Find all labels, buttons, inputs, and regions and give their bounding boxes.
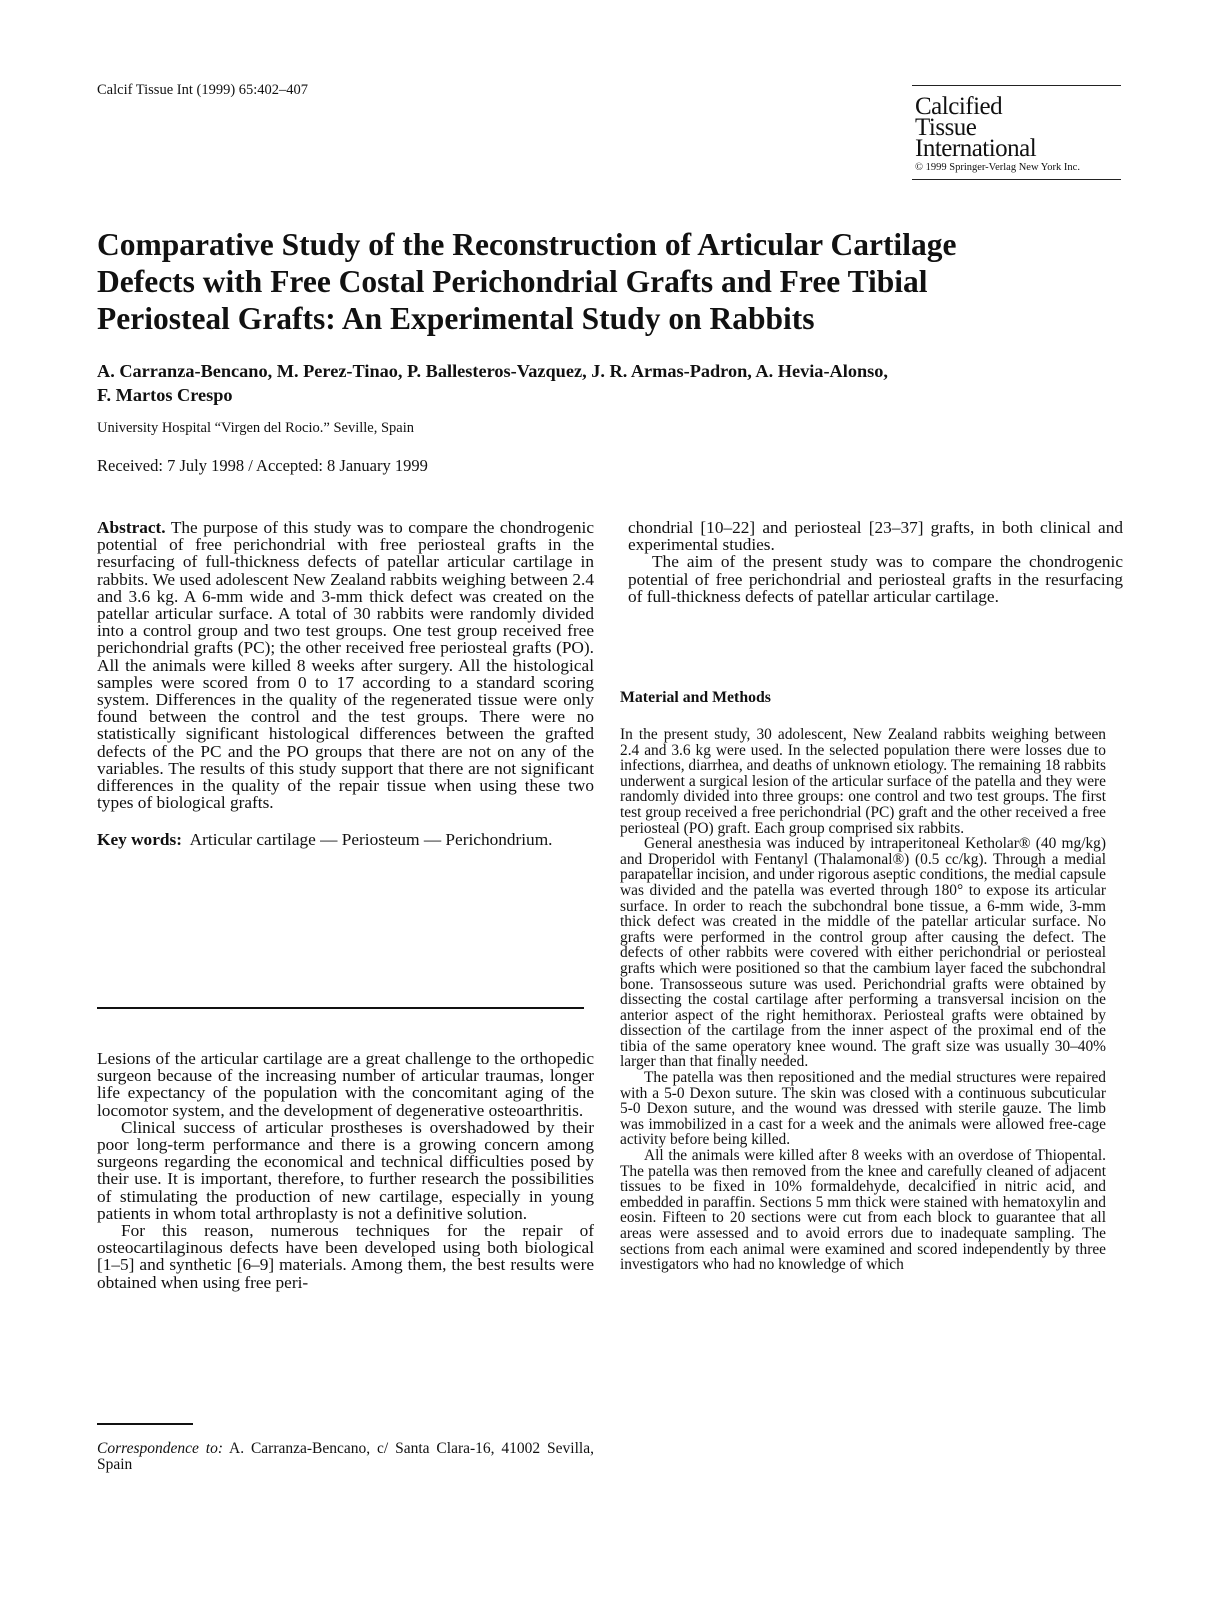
title-line-3: Periosteal Grafts: An Experimental Study on Rabbits bbox=[97, 301, 815, 336]
keywords-label: Key words: bbox=[97, 830, 182, 850]
methods-paragraph-2: General anesthesia was induced by intraperitoneal Ketholar® (40 mg/kg) and Droperidol with Fentanyl (Thalamonal®) (0.5 cc/kg). Through a medial parapatellar incision, and under rigorous aseptic conditions, the medial capsule was divided and the patella was everted through 180° to expose its articular surface. In order to reach the subchondral bone tissue, a 6-mm wide, 3-mm thick defect was created in the middle of the patellar articular surface. No grafts were performed in the control group after causing the defect. The defects of other rabbits were covered with either perichondrial or periosteal grafts which were positioned so that the cambium layer faced the subchondral bone. Transosseous suture was used. Perichondrial grafts were obtained by dissecting the costal cartilage after performing a transversal incision on the anterior aspect of the right hemithorax. Periosteal grafts were obtained by dissection of the cartilage from the inner aspect of the proximal end of the tibia of the same operatory knee wound. The graft size was usually 30–40% larger than that finally needed. bbox=[620, 835, 1106, 1071]
intro-paragraph-1: Lesions of the articular cartilage are a great challenge to the orthopedic surgeon because of the increasing number of articular traumas, longer life expectancy of the population with the concomitant aging of the locomotor system, and the development of degenerative osteoarthritis. bbox=[97, 1049, 594, 1120]
title-line-2: Defects with Free Costal Perichondrial Grafts and Free Tibial bbox=[97, 264, 928, 299]
journal-citation: Calcif Tissue Int (1999) 65:402–407 bbox=[97, 82, 309, 98]
abstract-paragraph bbox=[97, 519, 594, 811]
methods-paragraph-3: The patella was then repositioned and the medial structures were repaired with a 5-0 Dexon suture. The skin was closed with a continuous subcuticular 5-0 Dexon suture, and the wound was dressed with sterile gauze. The limb was immobilized in a cast for a week and the animals were allowed free-cage activity before being killed. bbox=[620, 1069, 1106, 1149]
journal-logo-box bbox=[912, 85, 1121, 180]
abstract-divider bbox=[97, 1007, 584, 1009]
keywords-text: Articular cartilage — Periosteum — Perichondrium. bbox=[189, 830, 553, 850]
affiliation: University Hospital “Virgen del Rocio.” Seville, Spain bbox=[97, 420, 415, 436]
correspondence-text: A. Carranza-Bencano, c/ Santa Clara-16, 41002 Sevilla, Spain bbox=[97, 1440, 594, 1473]
journal-name-line-1: Calcified bbox=[915, 93, 1003, 120]
methods-block bbox=[620, 727, 1106, 1273]
title-line-1: Comparative Study of the Reconstruction of Articular Cartilage bbox=[97, 227, 957, 262]
right-intro-block bbox=[628, 519, 1123, 605]
received-accepted-dates: Received: 7 July 1998 / Accepted: 8 January 1999 bbox=[97, 456, 428, 475]
footnote-divider bbox=[97, 1423, 193, 1425]
abstract-label: Abstract. bbox=[97, 518, 166, 537]
right-intro-paragraph-1: chondrial [10–22] and periosteal [23–37] grafts, in both clinical and experimental studies. bbox=[628, 518, 1123, 555]
journal-name-line-3: International bbox=[915, 135, 1037, 162]
methods-paragraph-1: In the present study, 30 adolescent, New Zealand rabbits weighing between 2.4 and 3.6 kg were used. In the selected population there were losses due to infections, diarrhea, and deaths of unknown etiology. The remaining 18 rabbits underwent a surgical lesion of the articular surface of the patella and they were randomly divided into three groups: one control and two test groups. The first test group received a free perichondrial (PC) graft and the other received a free periosteal (PO) graft. Each group comprised six rabbits. bbox=[620, 726, 1106, 837]
intro-paragraph-3: For this reason, numerous techniques for the repair of osteocartilaginous defects have been developed using both biological [1–5] and synthetic [6–9] materials. Among them, the best results were obtained when using free peri- bbox=[97, 1221, 594, 1292]
correspondence-footnote bbox=[97, 1441, 594, 1473]
correspondence-label: Correspondence to: bbox=[97, 1440, 223, 1457]
authors-line-2: F. Martos Crespo bbox=[97, 385, 233, 405]
correspondence-paragraph bbox=[97, 1441, 594, 1473]
copyright-notice: © 1999 Springer-Verlag New York Inc. bbox=[915, 162, 1080, 173]
methods-heading: Material and Methods bbox=[620, 689, 771, 706]
right-intro-paragraph-2: The aim of the present study was to compare the chondrogenic potential of free perichondrial and periosteal grafts in the resurfacing of full-thickness defects of patellar articular cartilage. bbox=[628, 552, 1123, 606]
abstract-block bbox=[97, 519, 594, 849]
keywords-paragraph bbox=[97, 831, 594, 848]
journal-name-line-2: Tissue bbox=[915, 114, 977, 141]
intro-paragraph-2: Clinical success of articular prostheses is overshadowed by their poor long-term performance and there is a growing concern among surgeons regarding the economical and technical difficulties posed by their use. It is important, therefore, to further research the possibilities of stimulating the production of new cartilage, especially in young patients in whom total arthroplasty is not a definitive solution. bbox=[97, 1117, 594, 1223]
authors-line-1: A. Carranza-Bencano, M. Perez-Tinao, P. Ballesteros-Vazquez, J. R. Armas-Padron, A. Hevia-Alonso, bbox=[97, 361, 888, 381]
introduction-block bbox=[97, 1050, 594, 1291]
methods-paragraph-4: All the animals were killed after 8 weeks with an overdose of Thiopental. The patella was then removed from the knee and carefully cleaned of adjacent tissues to be fixed in 10% formaldehyde, decalcified in nitric acid, and embedded in paraffin. Sections 5 mm thick were stained with hematoxylin and eosin. Fifteen to 20 sections were cut from each block to guarantee that all areas were assessed and to avoid errors due to inadequate sampling. The sections from each animal were examined and scored independently by three investigators who had no knowledge of which bbox=[620, 1147, 1106, 1274]
article-title bbox=[97, 226, 1077, 337]
abstract-text: The purpose of this study was to compare the chondrogenic potential of free perichondrial with free periosteal grafts in the resurfacing of full-thickness defects of patellar articular cartilage in rabbits. We used adolescent New Zealand rabbits weighing between 2.4 and 3.6 kg. A 6-mm wide and 3-mm thick defect was created on the patellar articular surface. A total of 30 rabbits were randomly divided into a control group and two test groups. One test group received free perichondrial grafts (PC); the other received free periosteal grafts (PO). All the animals were killed 8 weeks after surgery. All the histological samples were scored from 0 to 17 according to a standard scoring system. Differences in the quality of the regenerated tissue were only found between the control and the test groups. There were no statistically significant histological differences between the grafted defects of the PC and the PO groups that there are not on any of the variables. The results of this study support that there are not significant differences in the quality of the repair tissue when using these two types of biological grafts. bbox=[97, 518, 594, 813]
author-list bbox=[97, 359, 1107, 407]
